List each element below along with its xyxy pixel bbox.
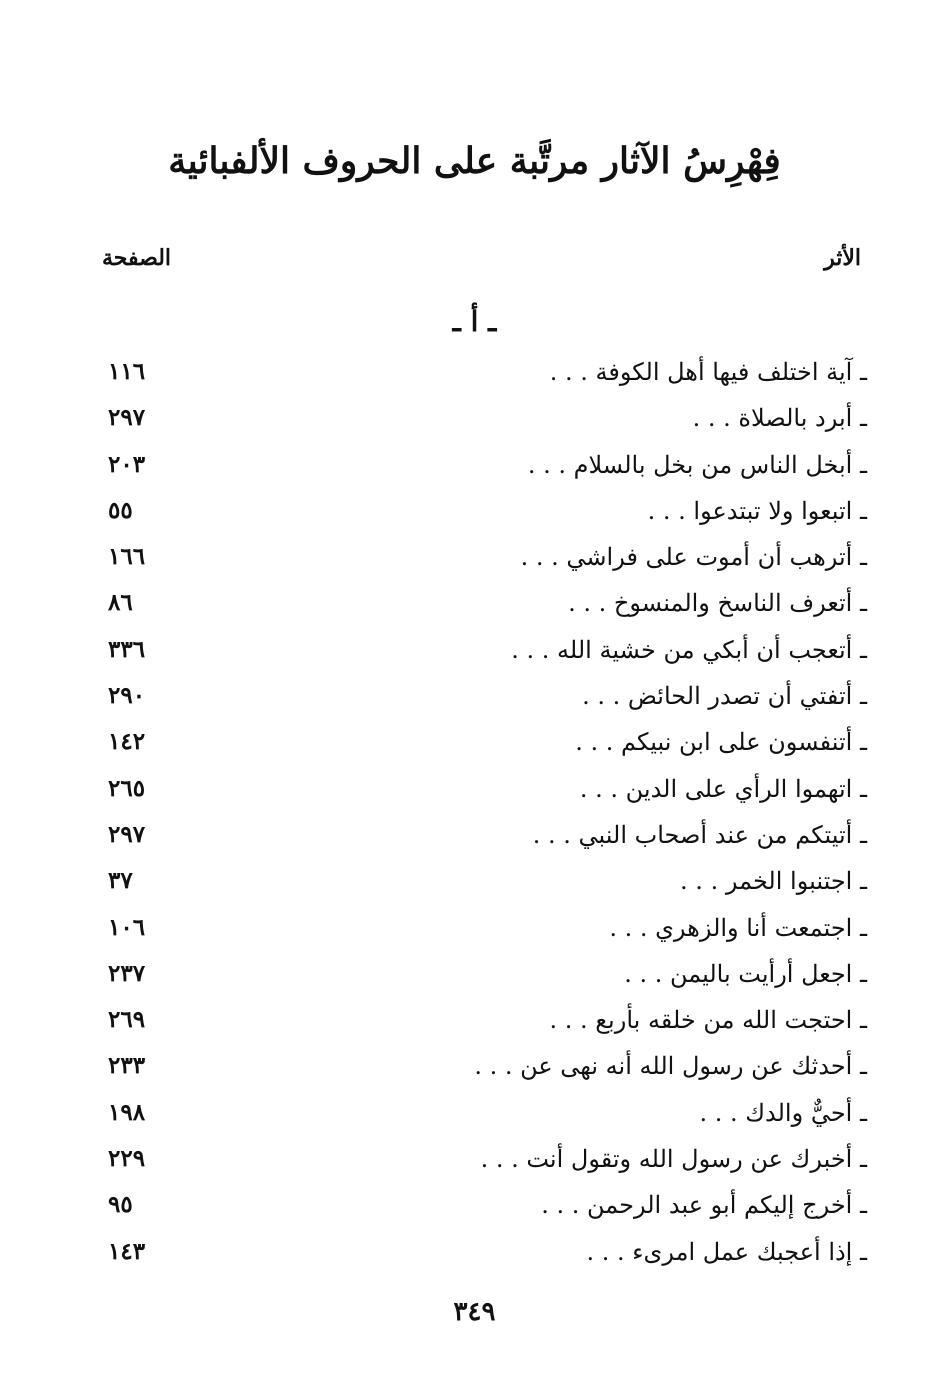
list-item (0, 908, 949, 954)
entry-text: ـ أتيتكم من عند أصحاب النبي . . . (532, 820, 867, 849)
entry-text: ـ إذا أعجبك عمل امرىء . . . (586, 1237, 867, 1266)
list-item (0, 722, 949, 768)
entry-text: ـ اجتنبوا الخمر . . . (680, 867, 867, 896)
list-item (0, 537, 949, 583)
entry-page-number: ٣٧ (108, 867, 133, 895)
entry-page-number: ٢٦٩ (108, 1006, 146, 1034)
page-number: ٣٤٩ (453, 1297, 496, 1327)
entry-text: ـ اجتمعت أنا والزهري . . . (609, 913, 867, 942)
section-letter: ـ أ ـ (452, 305, 497, 338)
entry-page-number: ٢٩٧ (108, 404, 146, 432)
entry-page-number: ١٠٦ (108, 913, 146, 941)
entry-text: ـ أبخل الناس من بخل بالسلام . . . (527, 450, 867, 479)
list-item (0, 1139, 949, 1185)
list-item (0, 352, 949, 398)
entry-page-number: ٢٣٧ (108, 959, 146, 987)
entry-text: ـ أحيٌّ والدك . . . (699, 1098, 867, 1127)
entry-page-number: ٢٦٥ (108, 774, 146, 802)
list-item (0, 1232, 949, 1278)
list-item (0, 491, 949, 537)
list-item (0, 630, 949, 676)
list-item (0, 676, 949, 722)
entries-list (0, 352, 949, 1278)
entry-text: ـ احتجت الله من خلقه بأربع . . . (549, 1006, 867, 1035)
entry-page-number: ٢٣٣ (108, 1052, 146, 1080)
list-item (0, 1000, 949, 1046)
column-header-athar: الأثر (824, 245, 861, 271)
entry-page-number: ١٤٣ (108, 1237, 146, 1265)
entry-text: ـ أتعجب أن أبكي من خشية الله . . . (511, 635, 867, 664)
list-item (0, 1093, 949, 1139)
entry-page-number: ٢٢٩ (108, 1145, 146, 1173)
page-title: فِهْرِسُ الآثار مرتَّبة على الحروف الألفبائية (168, 140, 781, 182)
entry-page-number: ١١٦ (108, 358, 146, 385)
entry-text: ـ أحدثك عن رسول الله أنه نهى عن . . . (474, 1052, 867, 1081)
entry-page-number: ٣٣٦ (108, 635, 146, 663)
entry-text: ـ أخبرك عن رسول الله وتقول أنت . . . (480, 1145, 867, 1174)
entry-text: ـ اتبعوا ولا تبتدعوا . . . (647, 496, 867, 525)
entry-page-number: ٢٩٠ (108, 682, 146, 710)
entry-text: ـ أتنفسون على ابن نبيكم . . . (575, 728, 867, 757)
entry-page-number: ١٦٦ (108, 543, 146, 571)
entry-page-number: ١٩٨ (108, 1098, 146, 1126)
list-item (0, 1046, 949, 1092)
column-header-page: الصفحة (102, 245, 172, 271)
entry-page-number: ٥٥ (108, 496, 133, 524)
list-item (0, 398, 949, 444)
entry-page-number: ٢٠٣ (108, 450, 146, 478)
list-item (0, 583, 949, 629)
entry-text: ـ أترهب أن أموت على فراشي . . . (520, 543, 867, 572)
list-item (0, 445, 949, 491)
entry-text: ـ أبرد بالصلاة . . . (692, 404, 867, 433)
entry-text: ـ آية اختلف فيها أهل الكوفة . . . (549, 358, 867, 386)
entry-text: ـ أخرج إليكم أبو عبد الرحمن . . . (541, 1191, 867, 1220)
list-item (0, 954, 949, 1000)
entry-page-number: ٢٩٧ (108, 820, 146, 848)
list-item (0, 1185, 949, 1231)
entry-text: ـ اتهموا الرأي على الدين . . . (579, 774, 867, 803)
list-item (0, 815, 949, 861)
list-item (0, 769, 949, 815)
entry-text: ـ أتفتي أن تصدر الحائض . . . (582, 682, 867, 711)
entry-text: ـ اجعل أرأيت باليمن . . . (624, 959, 867, 988)
entry-page-number: ٨٦ (108, 589, 133, 617)
entry-page-number: ٩٥ (108, 1191, 133, 1219)
entry-page-number: ١٤٢ (108, 728, 146, 756)
list-item (0, 861, 949, 907)
entry-text: ـ أتعرف الناسخ والمنسوخ . . . (568, 589, 867, 618)
